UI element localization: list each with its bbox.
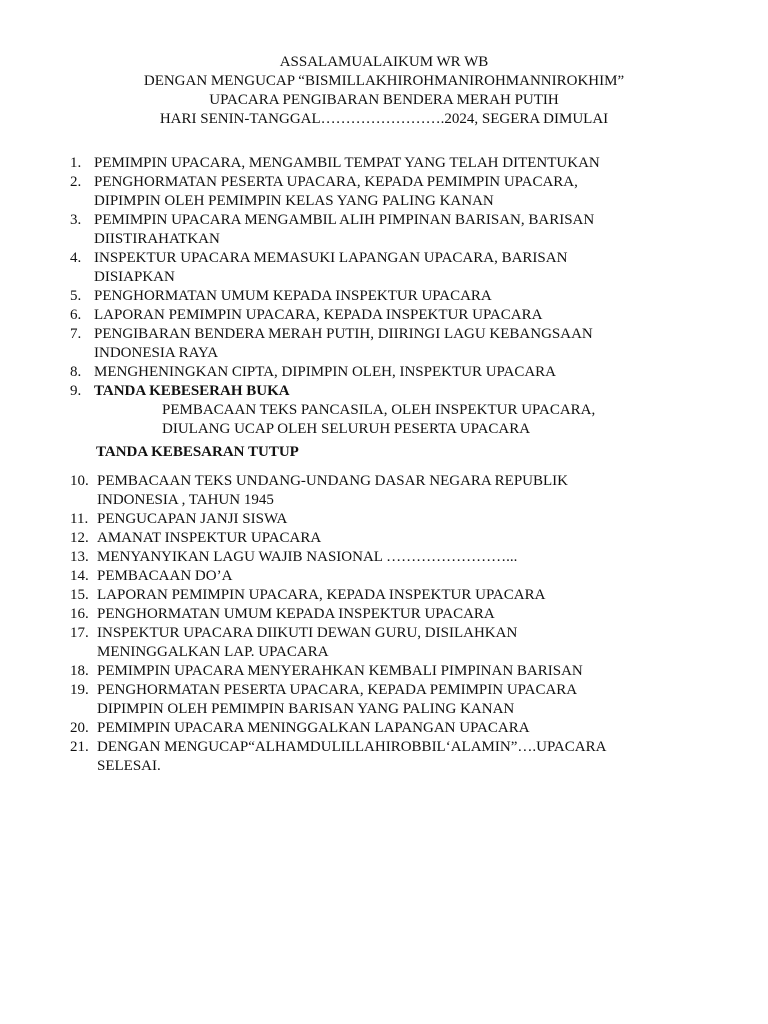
item-text-line: INSPEKTUR UPACARA MEMASUKI LAPANGAN UPACARA, BARISAN: [94, 250, 568, 266]
item-text-line: PEMIMPIN UPACARA MENGAMBIL ALIH PIMPINAN BARISAN, BARISAN: [94, 212, 595, 228]
item-text-line: SELESAI.: [97, 758, 161, 774]
item-text-line: PENGHORMATAN UMUM KEPADA INSPEKTUR UPACARA: [94, 288, 492, 304]
list-item: [70, 325, 750, 363]
item-number: 17.: [70, 625, 89, 641]
section-title: TANDA KEBESARAN TUTUP: [96, 444, 299, 460]
item-number: 10.: [70, 473, 89, 489]
list-item: [70, 363, 750, 382]
item-text: [94, 306, 750, 325]
item-number: 3.: [70, 212, 82, 228]
list-item: [70, 681, 760, 719]
list-item: [70, 472, 760, 510]
item-9-subtext: DIULANG UCAP OLEH SELURUH PESERTA UPACARA: [162, 421, 531, 437]
item-text: [94, 287, 750, 306]
item-number: 21.: [70, 739, 89, 755]
item-number: 18.: [70, 663, 89, 679]
item-number: 5.: [70, 288, 82, 304]
list-item: [70, 624, 760, 662]
item-text: [97, 510, 760, 529]
item-text-line: PENGHORMATAN PESERTA UPACARA, KEPADA PEMIMPIN UPACARA,: [94, 174, 578, 190]
agenda-list-part-1: [70, 154, 750, 439]
list-item: [70, 154, 750, 173]
item-text: [97, 662, 760, 681]
greeting-line: ASSALAMUALAIKUM WR WB: [279, 54, 489, 70]
item-number: 9.: [70, 383, 82, 399]
item-text-line: LAPORAN PEMIMPIN UPACARA, KEPADA INSPEKTUR UPACARA: [94, 307, 543, 323]
item-number: 13.: [70, 549, 89, 565]
agenda-list-part-2: [70, 472, 760, 776]
item-text: [94, 249, 750, 287]
opening-line: DENGAN MENGUCAP “BISMILLAKHIROHMANIROHMANNIROKHIM”: [143, 73, 625, 89]
item-text-line: TANDA KEBESERAH BUKA: [94, 383, 290, 399]
item-text: [97, 738, 760, 776]
list-item: [70, 738, 760, 776]
item-text: [97, 719, 760, 738]
item-text-line: DIPIMPIN OLEH PEMIMPIN BARISAN YANG PALING KANAN: [97, 701, 515, 717]
item-number: 14.: [70, 568, 89, 584]
list-item: [70, 287, 750, 306]
item-text-line: INDONESIA RAYA: [94, 345, 219, 361]
item-number: 19.: [70, 682, 89, 698]
item-text: [94, 382, 750, 401]
item-number: 20.: [70, 720, 89, 736]
item-text: [97, 681, 760, 719]
item-text-line: DIPIMPIN OLEH PEMIMPIN KELAS YANG PALING KANAN: [94, 193, 494, 209]
date-line: HARI SENIN-TANGGAL…………………….2024, SEGERA DIMULAI: [159, 111, 609, 127]
item-number: 12.: [70, 530, 89, 546]
list-item: [70, 211, 750, 249]
item-number: 16.: [70, 606, 89, 622]
item-number: 2.: [70, 174, 82, 190]
item-text-line: MENYANYIKAN LAGU WAJIB NASIONAL ……………………...: [97, 549, 518, 565]
item-text: [97, 605, 760, 624]
list-item: [70, 306, 750, 325]
item-text-line: PENGHORMATAN UMUM KEPADA INSPEKTUR UPACARA: [97, 606, 495, 622]
list-item: [70, 567, 760, 586]
item-text: [94, 173, 750, 211]
item-text: [94, 154, 750, 173]
list-item: [70, 510, 760, 529]
item-text-line: DENGAN MENGUCAP“ALHAMDULILLAHIROBBIL‘ALAMIN”….UPACARA: [97, 739, 607, 755]
document-header: [0, 53, 768, 129]
item-number: 8.: [70, 364, 82, 380]
item-text: [97, 529, 760, 548]
item-text-line: MENINGGALKAN LAP. UPACARA: [97, 644, 329, 660]
item-text-line: PEMBACAAN DO’A: [97, 568, 233, 584]
item-text-line: PENGHORMATAN PESERTA UPACARA, KEPADA PEMIMPIN UPACARA: [97, 682, 578, 698]
item-number: 4.: [70, 250, 82, 266]
item-9-subtext: PEMBACAAN TEKS PANCASILA, OLEH INSPEKTUR UPACARA,: [162, 402, 596, 418]
item-text: [94, 211, 750, 249]
item-text: [94, 363, 750, 382]
item-number: 15.: [70, 587, 89, 603]
item-text-line: INDONESIA , TAHUN 1945: [97, 492, 274, 508]
item-text-line: LAPORAN PEMIMPIN UPACARA, KEPADA INSPEKTUR UPACARA: [97, 587, 546, 603]
list-item: [70, 529, 760, 548]
item-text-line: PEMIMPIN UPACARA MENINGGALKAN LAPANGAN UPACARA: [97, 720, 530, 736]
list-item: [70, 662, 760, 681]
list-item: [70, 719, 760, 738]
item-text: [94, 325, 750, 363]
item-text: [97, 624, 760, 662]
item-text-line: PENGUCAPAN JANJI SISWA: [97, 511, 288, 527]
item-text-line: DISIAPKAN: [94, 269, 175, 285]
item-text-line: PENGIBARAN BENDERA MERAH PUTIH, DIIRINGI LAGU KEBANGSAAN: [94, 326, 593, 342]
item-number: 1.: [70, 155, 82, 171]
item-text: [97, 548, 760, 567]
item-number: 7.: [70, 326, 82, 342]
item-text: [97, 472, 760, 510]
ceremony-title: UPACARA PENGIBARAN BENDERA MERAH PUTIH: [209, 92, 559, 108]
item-text: [97, 567, 760, 586]
item-number: 11.: [70, 511, 89, 527]
list-item: [70, 249, 750, 287]
list-item: [70, 173, 750, 211]
item-text-line: AMANAT INSPEKTUR UPACARA: [97, 530, 322, 546]
item-text-line: PEMBACAAN TEKS UNDANG-UNDANG DASAR NEGARA REPUBLIK: [97, 473, 568, 489]
list-item: [70, 605, 760, 624]
item-number: 6.: [70, 307, 82, 323]
item-text-line: PEMIMPIN UPACARA MENYERAHKAN KEMBALI PIMPINAN BARISAN: [97, 663, 583, 679]
item-text-line: PEMIMPIN UPACARA, MENGAMBIL TEMPAT YANG TELAH DITENTUKAN: [94, 155, 600, 171]
list-item: [70, 382, 750, 401]
item-text-line: MENGHENINGKAN CIPTA, DIPIMPIN OLEH, INSPEKTUR UPACARA: [94, 364, 557, 380]
item-text-line: INSPEKTUR UPACARA DIIKUTI DEWAN GURU, DISILAHKAN: [97, 625, 518, 641]
item-text-line: DIISTIRAHATKAN: [94, 231, 220, 247]
list-item: [70, 548, 760, 567]
item-text: [97, 586, 760, 605]
list-item: [70, 586, 760, 605]
